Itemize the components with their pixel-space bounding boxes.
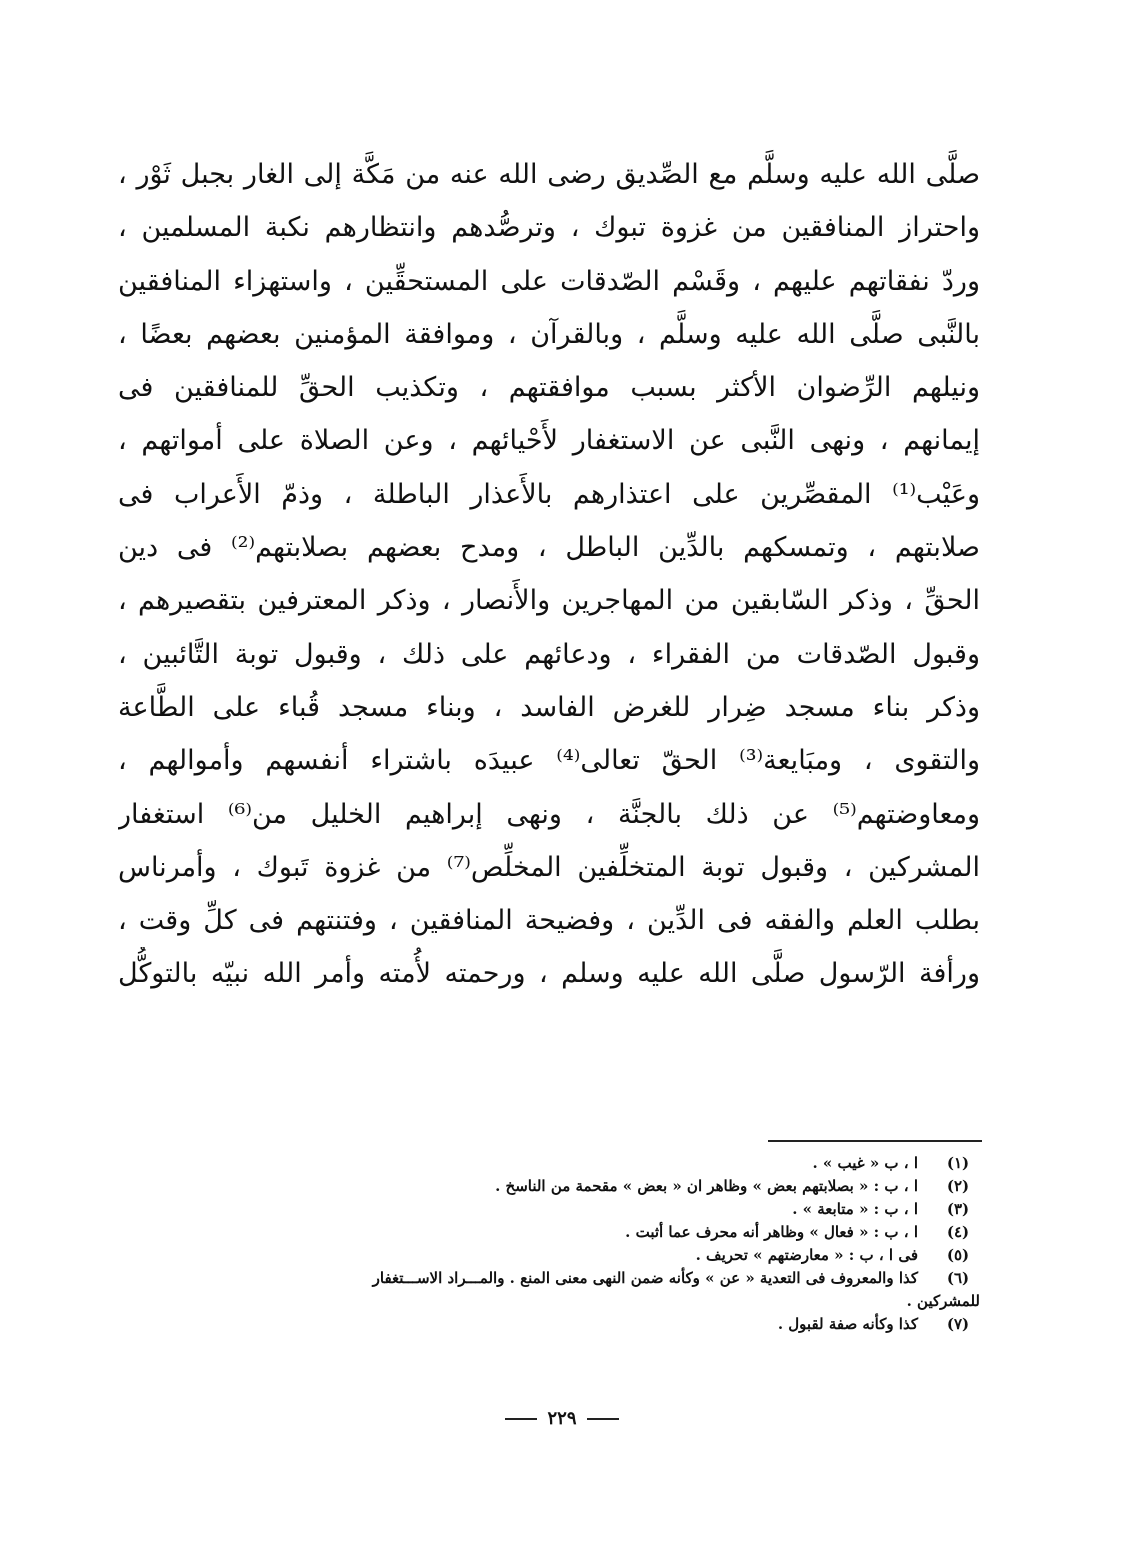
footnote-number: (٦) [946,1269,970,1287]
text-line-6: إيمانهم ، ونهى النَّبى عن الاستغفار لأَحْيائهم ، وعن الصلاة على أمواتهم ، [118,425,980,457]
text-line-3: وردّ نفقاتهم عليهم ، وقَسْم الصّدقات على المستحقِّين ، واستهزاء المنافقين [118,265,980,297]
footnote-4 [118,1221,980,1244]
text-line-9: الحقِّ ، وذكر السّابقين من المهاجرين والأَنصار ، وذكر المعترفين بتقصيرهم ، [118,585,980,617]
footnote-divider [768,1140,982,1142]
footnote-number: (٣) [946,1200,970,1218]
footnote-7 [118,1313,980,1336]
footnote-text: فى ا ، ب : « معارضتهم » تحريف . [695,1246,918,1264]
footnote-number: (٢) [946,1177,970,1195]
footnote-1 [118,1152,980,1175]
footnote-text: ا ، ب : « متابعة » . [792,1200,918,1218]
footnote-text: كذا والمعروف فى التعدية « عن » وكأنه ضمن النهى معنى المنع . والمـــراد الاســـتغفار [372,1269,918,1287]
footnote-text: كذا وكأنه صفة لقبول . [777,1315,918,1333]
footnote-2 [118,1175,980,1198]
text-line-11: وذكر بناء مسجد ضِرار للغرض الفاسد ، وبناء مسجد قُباء على الطَّاعة [118,691,980,723]
footnote-text: ا ، ب « غيب » . [812,1154,918,1172]
text-line-8: صلابتهم ، وتمسكهم بالدِّين الباطل ، ومدح بعضهم بصلابتهم⁽²⁾ فى دين [118,532,980,564]
footnote-text: ا ، ب : « فعال » وظاهر أنه محرف عما أثبت . [625,1223,918,1241]
text-line-12: والتقوى ، ومبَايعة⁽³⁾ الحقّ تعالى⁽⁴⁾ عبيدَه باشتراء أنفسهم وأموالهم ، [118,745,980,777]
footnote-number: (٤) [946,1223,970,1241]
footnote-text: ا ، ب : « بصلابتهم بعض » وظاهر ان « بعض » مقحمة من الناسخ . [495,1177,918,1195]
dash-right [505,1418,537,1420]
footnote-6 [118,1267,980,1290]
text-line-7: وعَيْب⁽¹⁾ المقصِّرين على اعتذارهم بالأَعذار الباطلة ، وذمّ الأَعراب فى [118,478,980,510]
footnote-number: (٧) [946,1315,970,1333]
page-number-footer [462,1408,662,1429]
text-line-15: بطلب العلم والفقه فى الدِّين ، وفضيحة المنافقين ، وفتنتهم فى كلِّ وقت ، [118,905,980,937]
text-line-2: واحتراز المنافقين من غزوة تبوك ، وترصُّدهم وانتظارهم نكبة المسلمين ، [118,212,980,244]
text-line-16: ورأفة الرّسول صلَّى الله عليه وسلم ، ورحمته لأُمته وأمر الله نبيّه بالتوكُّل [118,958,980,990]
text-line-1: صلَّى الله عليه وسلَّم مع الصِّديق رضى الله عنه من مَكَّة إلى الغار بجبل ثَوْر ، [118,159,980,190]
text-line-10: وقبول الصّدقات من الفقراء ، ودعائهم على ذلك ، وقبول توبة التَّائبين ، [118,638,980,670]
text-line-13: ومعاوضتهم⁽⁵⁾ عن ذلك بالجنَّة ، ونهى إبراهيم الخليل من⁽⁶⁾ استغفار [118,798,980,830]
footnote-number: (٥) [946,1246,970,1264]
footnotes [118,1152,980,1336]
footnote-5 [118,1244,980,1267]
text-line-4: بالنَّبى صلَّى الله عليه وسلَّم ، وبالقرآن ، وموافقة المؤمنين بعضهم بعضًا ، [118,318,980,350]
footnote-6-continuation: للمشركين . [906,1292,980,1310]
text-line-14: المشركين ، وقبول توبة المتخلِّفين المخلِّص⁽⁷⁾ من غزوة تَبوك ، وأمرناس [118,851,980,883]
main-text [118,148,980,1001]
text-line-5: ونيلهم الرِّضوان الأكثر بسبب موافقتهم ، وتكذيب الحقِّ للمنافقين فى [118,372,980,404]
page-number: ٢٢٩ [547,1408,577,1429]
footnote-number: (١) [946,1154,970,1172]
footnote-3 [118,1198,980,1221]
dash-left [587,1418,619,1420]
